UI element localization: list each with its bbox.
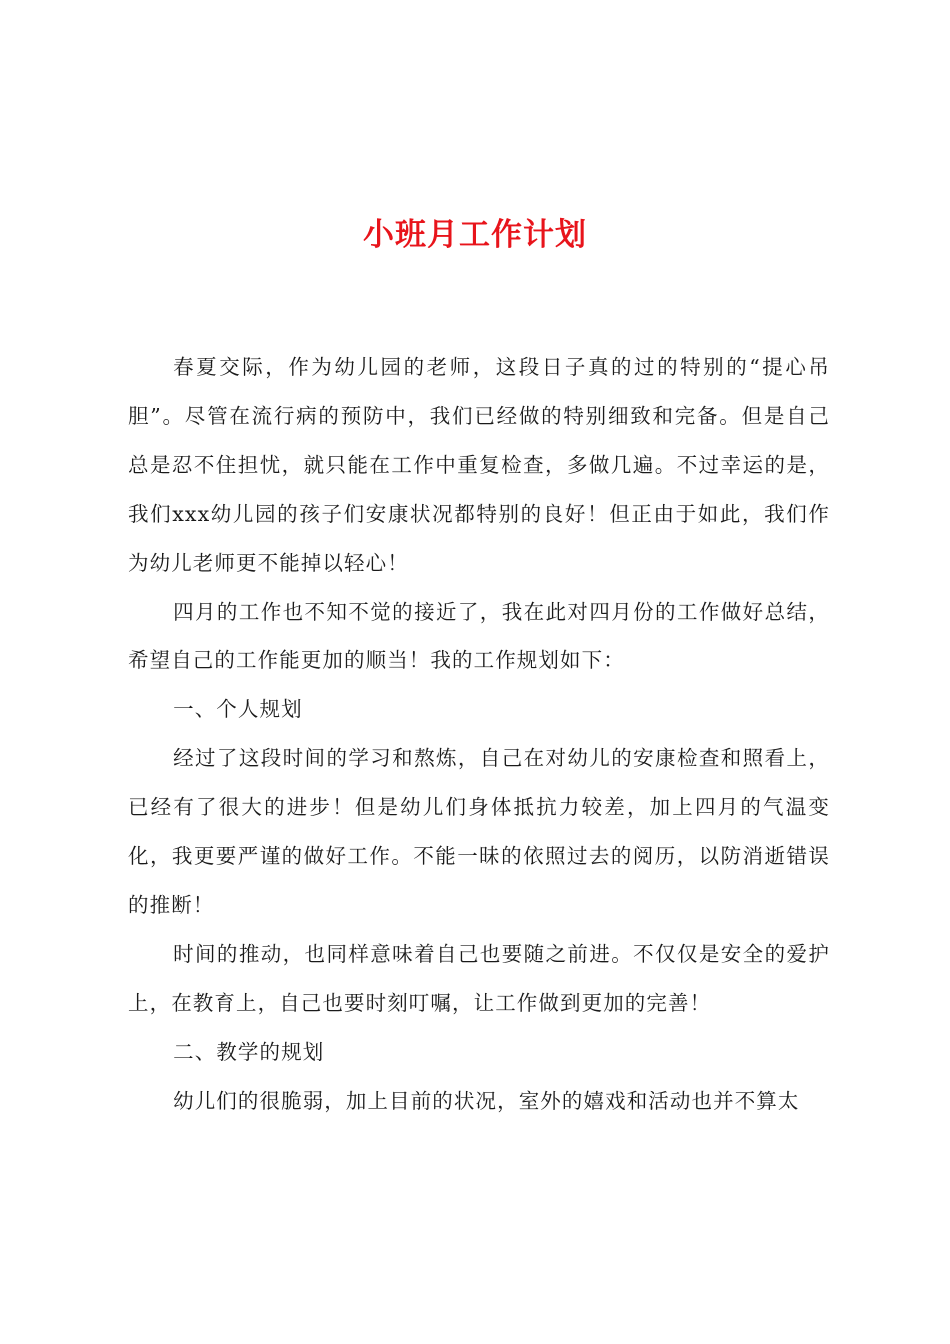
paragraph-personal-plan: 经过了这段时间的学习和熬炼，自己在对幼儿的安康检查和照看上，已经有了很大的进步！但是幼儿们身体抵抗力较差，加上四月的气温变化，我更要严谨的做好工作。不能一昧的依照过去的阅历，以防消逝错误的推断！ bbox=[128, 746, 830, 917]
document-title: 小班月工作计划 bbox=[363, 217, 587, 253]
section-heading-personal-plan: 一、个人规划 bbox=[173, 697, 303, 722]
paragraph-teaching-plan: 幼儿们的很脆弱，加上目前的状况，室外的嬉戏和活动也并不算太 bbox=[173, 1088, 800, 1113]
section-heading-teaching-plan: 二、教学的规划 bbox=[173, 1039, 325, 1064]
paragraph-intro: 春夏交际，作为幼儿园的老师，这段日子真的过的特别的“提心吊胆”。尽管在流行病的预防中，我们已经做的特别细致和完备。但是自己总是忍不住担忧，就只能在工作中重复检查，多做几遍。不过幸运的是，我们xxx幼儿园的孩子们安康状况都特别的良好！但正由于如此，我们作为幼儿老师更不能掉以轻心！ bbox=[128, 355, 830, 575]
paragraph-april-summary: 四月的工作也不知不觉的接近了，我在此对四月份的工作做好总结，希望自己的工作能更加的顺当！我的工作规划如下： bbox=[128, 599, 830, 673]
paragraph-progress: 时间的推动，也同样意味着自己也要随之前进。不仅仅是安全的爱护上，在教育上，自己也要时刻叮嘱，让工作做到更加的完善！ bbox=[128, 941, 830, 1015]
document-body bbox=[128, 343, 830, 1126]
